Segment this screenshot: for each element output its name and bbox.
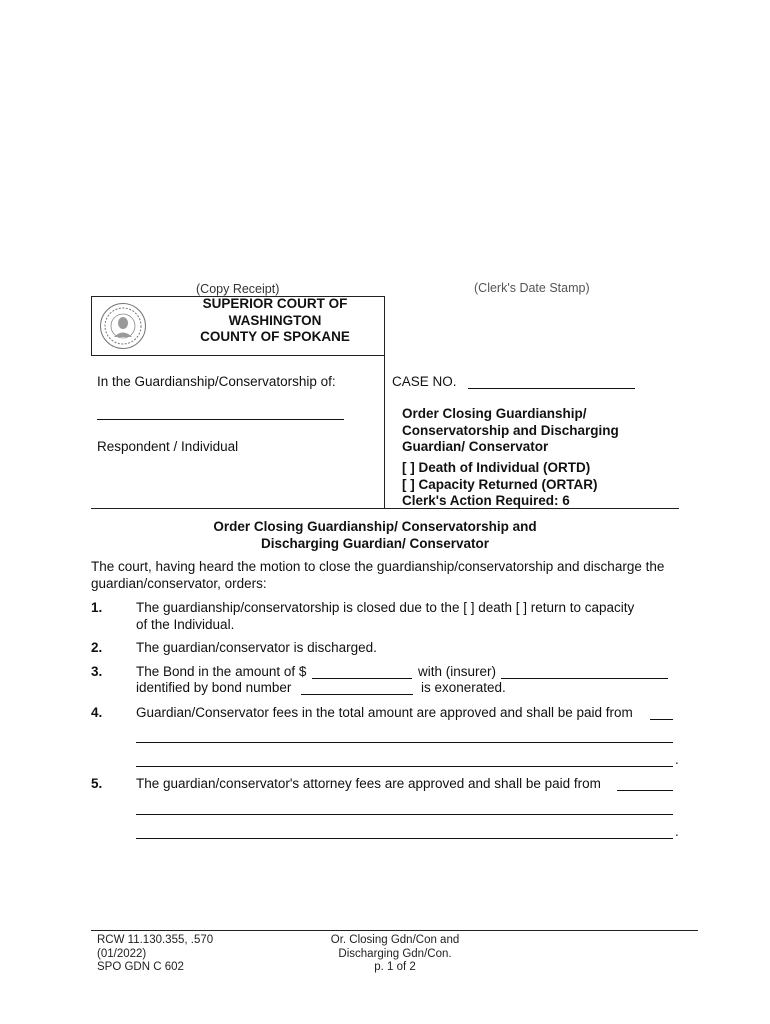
court-title-line-2: WASHINGTON bbox=[228, 312, 322, 328]
fees-payer-line-2[interactable] bbox=[136, 742, 673, 743]
option-death[interactable]: [ ] Death of Individual (ORTD) bbox=[402, 460, 591, 475]
in-the-label: In the Guardianship/Conservatorship of: bbox=[97, 374, 336, 389]
footer-title-1: Or. Closing Gdn/Con and bbox=[330, 934, 460, 946]
item-1-line-1: The guardianship/conservatorship is closed due to the [ ] death [ ] return to capacity bbox=[136, 600, 635, 615]
attorney-fees-payer-line-2[interactable] bbox=[136, 814, 673, 815]
order-heading-line-1: Order Closing Guardianship/ Conservatorship and bbox=[213, 519, 537, 534]
item-1-line-2: of the Individual. bbox=[136, 616, 235, 632]
case-options bbox=[402, 460, 598, 510]
fees-payer-line-3[interactable] bbox=[136, 766, 673, 767]
document-title bbox=[402, 406, 619, 456]
insurer-line[interactable] bbox=[501, 678, 668, 679]
court-title bbox=[160, 296, 390, 346]
footer-page-number: p. 1 of 2 bbox=[374, 961, 416, 973]
respondent-name-line[interactable] bbox=[97, 419, 344, 420]
footer-left bbox=[97, 934, 213, 975]
item-3-line-1b: with (insurer) bbox=[418, 664, 497, 679]
bond-number-line[interactable] bbox=[301, 694, 413, 695]
item-4-text: Guardian/Conservator fees in the total amount are approved and shall be paid from bbox=[136, 705, 633, 720]
item-1-text bbox=[136, 600, 696, 633]
respondent-label: Respondent / Individual bbox=[97, 439, 239, 454]
item-5-period: . bbox=[675, 824, 679, 839]
option-capacity-returned[interactable]: [ ] Capacity Returned (ORTAR) bbox=[402, 476, 598, 492]
item-3-line-2a: identified by bond number bbox=[136, 680, 292, 695]
document-title-line-3: Guardian/ Conservator bbox=[402, 439, 549, 454]
case-no-label: CASE NO. bbox=[392, 374, 457, 389]
item-3-number: 3. bbox=[91, 664, 103, 679]
footer-date: (01/2022) bbox=[97, 947, 147, 960]
footer-title-2: Discharging Gdn/Con. bbox=[338, 947, 452, 960]
intro-line-2: guardian/conservator, orders: bbox=[91, 575, 267, 591]
item-5-number: 5. bbox=[91, 776, 103, 791]
court-title-line-3: COUNTY OF SPOKANE bbox=[200, 329, 350, 344]
court-title-line-1: SUPERIOR COURT OF bbox=[202, 296, 348, 311]
court-box-bottom-border bbox=[91, 355, 385, 356]
footer-rule bbox=[91, 930, 698, 931]
state-seal-icon bbox=[100, 303, 146, 349]
case-number-line[interactable] bbox=[468, 388, 635, 389]
copy-receipt-label: (Copy Receipt) bbox=[196, 282, 280, 296]
item-3-line-2b: is exonerated. bbox=[421, 680, 506, 695]
footer-rcw: RCW 11.130.355, .570 bbox=[97, 934, 214, 946]
clerk-action-required: Clerk's Action Required: 6 bbox=[402, 493, 570, 508]
item-2-text: The guardian/conservator is discharged. bbox=[136, 640, 377, 655]
item-4-number: 4. bbox=[91, 705, 103, 720]
order-heading bbox=[91, 518, 659, 552]
fees-payer-line-start[interactable] bbox=[650, 719, 673, 720]
item-4-period: . bbox=[675, 752, 679, 767]
item-5-text: The guardian/conservator's attorney fees are approved and shall be paid from bbox=[136, 776, 601, 791]
order-heading-line-2: Discharging Guardian/ Conservator bbox=[260, 536, 490, 551]
attorney-fees-payer-line-start[interactable] bbox=[617, 790, 673, 791]
item-1-number: 1. bbox=[91, 600, 103, 615]
item-3-line-1a: The Bond in the amount of $ bbox=[136, 664, 307, 679]
attorney-fees-payer-line-3[interactable] bbox=[136, 838, 673, 839]
footer-form-number: SPO GDN C 602 bbox=[97, 961, 184, 973]
item-2-number: 2. bbox=[91, 640, 103, 655]
clerk-date-stamp-label: (Clerk's Date Stamp) bbox=[474, 281, 590, 295]
intro-line-1: The court, having heard the motion to close the guardianship/conservatorship and discharge the bbox=[91, 559, 665, 574]
bond-amount-line[interactable] bbox=[312, 678, 412, 679]
document-title-line-2: Conservatorship and Discharging bbox=[402, 422, 619, 438]
intro-paragraph bbox=[91, 559, 691, 592]
footer-center bbox=[310, 934, 480, 975]
caption-divider bbox=[384, 355, 385, 508]
document-title-line-1: Order Closing Guardianship/ bbox=[402, 406, 587, 421]
caption-bottom-rule bbox=[91, 508, 679, 509]
